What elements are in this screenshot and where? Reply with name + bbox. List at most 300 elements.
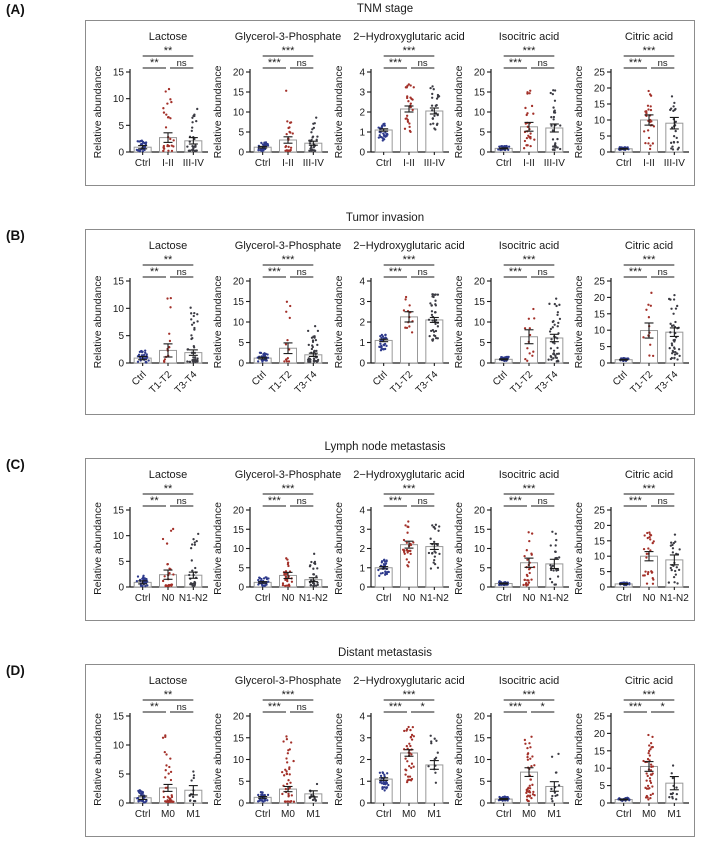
data-point (408, 122, 410, 124)
x-category-label: Ctrl (615, 809, 632, 820)
data-point (530, 554, 532, 556)
data-point (435, 124, 437, 126)
data-point (674, 353, 676, 355)
data-point (501, 145, 503, 147)
x-category-label: T3-T4 (533, 369, 561, 396)
data-point (186, 360, 188, 362)
data-point (168, 801, 170, 803)
data-point (192, 770, 194, 772)
data-point (293, 801, 295, 803)
data-point (379, 572, 381, 574)
x-category-label: N0 (642, 593, 656, 604)
data-point (528, 742, 530, 744)
y-tick-label: 20 (473, 67, 485, 79)
data-point (554, 89, 556, 91)
y-tick-label: 5 (118, 556, 124, 568)
data-point (286, 584, 288, 586)
data-point (194, 352, 196, 354)
data-point (431, 93, 433, 95)
data-point (266, 576, 268, 578)
y-tick-label: 5 (479, 776, 485, 788)
sig-label: *** (281, 483, 295, 495)
data-point (434, 323, 436, 325)
y-tick-label: 10 (112, 94, 124, 106)
data-point (551, 581, 553, 583)
data-point (311, 128, 313, 130)
y-tick-label: 15 (233, 524, 245, 536)
data-point (645, 556, 647, 558)
data-point (529, 778, 531, 780)
data-point (193, 359, 195, 361)
panel-letter: (A) (6, 2, 25, 17)
data-point (650, 95, 652, 97)
data-point (551, 756, 553, 758)
data-point (642, 336, 644, 338)
subplot-lactose (90, 464, 209, 613)
y-tick-label: 10 (233, 317, 245, 329)
data-point (172, 145, 174, 147)
data-point (552, 106, 554, 108)
data-point (526, 759, 528, 761)
data-point (285, 358, 287, 360)
x-category-label: Ctrl (615, 593, 632, 604)
data-point (380, 561, 382, 563)
data-point (670, 545, 672, 547)
data-point (168, 572, 170, 574)
data-point (191, 569, 193, 571)
subplot-2−hydroxyglutaric-acid (331, 670, 465, 829)
data-point (286, 761, 288, 763)
data-point (315, 575, 317, 577)
data-point (526, 137, 528, 139)
sig-label: ns (417, 496, 428, 507)
y-tick-label: 1 (358, 776, 365, 788)
data-point (141, 790, 143, 792)
data-point (433, 541, 435, 543)
data-point (672, 313, 674, 315)
data-point (196, 313, 198, 315)
data-point (555, 539, 557, 541)
data-point (196, 357, 198, 359)
data-point (289, 305, 291, 307)
y-tick-label: 0 (599, 147, 605, 159)
data-point (527, 531, 529, 533)
data-point (497, 148, 499, 150)
y-tick-label: 5 (479, 127, 485, 139)
y-tick-label: 15 (593, 99, 605, 111)
data-point (431, 319, 433, 321)
x-category-label: T1-T2 (628, 369, 656, 396)
x-category-label: Ctrl (375, 593, 391, 604)
subplot-title: Citric acid (624, 469, 674, 481)
data-point (379, 349, 381, 351)
y-tick-label: 10 (473, 755, 485, 766)
data-point (646, 582, 648, 584)
x-category-label: Ctrl (255, 593, 271, 604)
data-point (558, 556, 560, 558)
data-point (550, 125, 552, 127)
x-category-label: T3-T4 (413, 369, 440, 396)
data-point (378, 134, 380, 136)
data-point (281, 771, 283, 773)
data-point (557, 569, 559, 571)
data-point (260, 142, 262, 144)
x-category-label: T3-T4 (172, 369, 200, 396)
data-point (408, 743, 410, 745)
data-point (286, 301, 288, 303)
y-tick-label: 2 (358, 317, 365, 329)
data-point (263, 353, 265, 355)
data-point (380, 136, 382, 138)
data-point (169, 138, 171, 140)
data-point (505, 356, 507, 358)
x-category-label: I-II (162, 158, 174, 169)
data-point (289, 122, 291, 124)
data-point (433, 127, 435, 129)
y-tick-label: 0 (358, 582, 365, 594)
data-point (409, 553, 411, 555)
data-point (647, 752, 649, 754)
data-point (676, 793, 678, 795)
data-point (529, 90, 531, 92)
x-category-label: III-IV (182, 158, 204, 169)
y-tick-label: 4 (358, 67, 365, 79)
data-point (257, 360, 259, 362)
x-category-label: III-IV (663, 158, 685, 169)
data-point (409, 102, 411, 104)
data-point (167, 796, 169, 798)
data-point (647, 90, 649, 92)
x-category-label: T1-T2 (387, 369, 415, 396)
data-point (193, 315, 195, 317)
data-point (385, 781, 387, 783)
data-point (674, 321, 676, 323)
panel-A (0, 3, 709, 186)
data-point (259, 577, 261, 579)
x-category-label: M1 (186, 809, 201, 820)
data-point (673, 298, 675, 300)
data-point (673, 294, 675, 296)
data-point (650, 109, 652, 111)
data-point (313, 146, 315, 148)
data-point (554, 544, 556, 546)
data-point (669, 347, 671, 349)
data-point (551, 326, 553, 328)
data-point (312, 799, 314, 801)
data-point (260, 352, 262, 354)
sig-label: ns (657, 496, 668, 507)
data-point (500, 356, 502, 358)
data-point (676, 137, 678, 139)
data-point (524, 327, 526, 329)
data-point (432, 562, 434, 564)
panel-box (85, 458, 695, 621)
x-category-label: T3-T4 (293, 369, 320, 396)
data-point (410, 331, 412, 333)
data-point (673, 102, 675, 104)
y-tick-label: 0 (238, 147, 245, 159)
data-point (650, 794, 652, 796)
sig-label: *** (388, 266, 402, 278)
data-point (287, 752, 289, 754)
data-point (192, 149, 194, 151)
x-category-label: I-II (282, 158, 295, 169)
data-point (190, 547, 192, 549)
data-point (556, 347, 558, 349)
data-point (410, 763, 412, 765)
data-point (673, 576, 675, 578)
data-point (265, 144, 267, 146)
data-point (642, 760, 644, 762)
data-point (401, 549, 403, 551)
x-category-label: Ctrl (495, 593, 512, 604)
data-point (193, 115, 195, 117)
data-point (533, 794, 535, 796)
data-point (310, 584, 312, 586)
data-point (530, 578, 532, 580)
data-point (165, 753, 167, 755)
data-point (647, 798, 649, 800)
data-point (291, 581, 293, 583)
data-point (162, 150, 164, 152)
y-axis-label: Relative abundance (573, 65, 585, 159)
sig-label: *** (268, 266, 282, 278)
data-point (429, 567, 431, 569)
subplot-glycerol-3-phosphate (210, 670, 342, 829)
subplot-citric-acid (571, 26, 690, 178)
data-point (528, 92, 530, 94)
data-point (434, 524, 436, 526)
data-point (170, 779, 172, 781)
data-point (410, 734, 412, 736)
data-point (554, 583, 556, 585)
data-point (554, 533, 556, 535)
mean-bar (641, 766, 658, 803)
data-point (673, 348, 675, 350)
data-point (550, 359, 552, 361)
panel-title: TNM stage (356, 3, 414, 15)
data-point (288, 146, 290, 148)
panel-header (0, 212, 709, 243)
y-tick-label: 15 (112, 276, 124, 288)
y-tick-label: 25 (593, 67, 605, 79)
data-point (644, 570, 646, 572)
y-tick-label: 1 (358, 127, 365, 139)
data-point (648, 744, 650, 746)
data-point (651, 572, 653, 574)
data-point (671, 95, 673, 97)
data-point (312, 341, 314, 343)
data-point (405, 729, 407, 731)
data-point (430, 314, 432, 316)
data-point (145, 361, 147, 363)
data-point (189, 150, 191, 152)
data-point (550, 328, 552, 330)
y-axis-label: Relative abundance (212, 502, 225, 595)
data-point (645, 309, 647, 311)
data-point (164, 736, 166, 738)
y-tick-label: 0 (479, 582, 485, 594)
data-point (650, 742, 652, 744)
data-point (409, 543, 411, 545)
data-point (140, 350, 142, 352)
data-point (289, 773, 291, 775)
data-point (529, 145, 531, 147)
data-point (166, 563, 168, 565)
data-point (673, 340, 675, 342)
y-tick-label: 15 (593, 309, 605, 321)
x-category-label: N0 (161, 593, 175, 604)
x-category-label: N1-N2 (419, 593, 449, 604)
data-point (647, 571, 649, 573)
data-point (557, 322, 559, 324)
sig-label: ns (296, 267, 307, 278)
data-point (167, 144, 169, 146)
data-point (286, 757, 288, 759)
y-tick-label: 2 (358, 755, 365, 766)
data-point (675, 121, 677, 123)
y-tick-label: 5 (238, 776, 245, 788)
data-point (669, 331, 671, 333)
data-point (645, 110, 647, 112)
data-point (650, 763, 652, 765)
data-point (164, 800, 166, 802)
data-point (672, 777, 674, 779)
subplot-isocitric-acid (451, 235, 570, 407)
data-point (313, 562, 315, 564)
data-point (553, 116, 555, 118)
y-tick-label: 10 (593, 551, 605, 563)
x-category-label: Ctrl (134, 593, 151, 604)
data-point (308, 344, 310, 346)
x-category-label: N0 (522, 593, 536, 604)
data-point (672, 547, 674, 549)
subplot-title: Glycerol-3-Phosphate (235, 31, 342, 43)
data-point (528, 572, 530, 574)
data-point (313, 573, 315, 575)
data-point (436, 325, 438, 327)
data-point (668, 581, 670, 583)
data-point (552, 148, 554, 150)
data-point (288, 127, 290, 129)
data-point (430, 742, 432, 744)
data-point (435, 740, 437, 742)
y-tick-label: 0 (599, 582, 605, 594)
data-point (403, 128, 405, 130)
data-point (316, 361, 318, 363)
y-tick-label: 15 (233, 297, 245, 308)
data-point (307, 330, 309, 332)
data-point (550, 347, 552, 349)
data-point (286, 120, 288, 122)
data-point (435, 104, 437, 106)
data-point (555, 771, 557, 773)
y-tick-label: 0 (118, 147, 124, 159)
y-tick-label: 0 (599, 798, 605, 810)
data-point (288, 795, 290, 797)
y-tick-label: 20 (473, 276, 485, 288)
data-point (526, 91, 528, 93)
data-point (191, 324, 193, 326)
data-point (554, 551, 556, 553)
data-point (678, 355, 680, 357)
data-point (531, 755, 533, 757)
panel-letter: (C) (6, 457, 25, 472)
subplot-2−hydroxyglutaric-acid (331, 235, 465, 407)
sig-label: *** (508, 495, 522, 507)
x-category-label: Ctrl (490, 369, 510, 389)
data-point (675, 573, 677, 575)
y-axis-label: Relative abundance (452, 275, 465, 369)
data-point (383, 135, 385, 137)
data-point (678, 548, 680, 550)
data-point (189, 583, 191, 585)
y-tick-label: 10 (233, 755, 245, 766)
data-point (528, 136, 530, 138)
data-point (508, 145, 510, 147)
y-tick-label: 1 (358, 338, 365, 349)
subplot-title: Isocitric acid (498, 675, 560, 687)
data-point (287, 558, 289, 560)
y-tick-label: 15 (473, 733, 485, 745)
data-point (316, 567, 318, 569)
data-point (523, 555, 525, 557)
y-tick-label: 10 (112, 531, 124, 543)
data-point (557, 575, 559, 577)
data-point (406, 760, 408, 762)
x-category-label: Ctrl (375, 158, 391, 169)
data-point (431, 552, 433, 554)
data-point (312, 336, 314, 338)
data-point (287, 149, 289, 151)
data-point (669, 323, 671, 325)
x-category-label: Ctrl (495, 809, 512, 820)
sig-label: *** (402, 483, 415, 495)
data-point (646, 553, 648, 555)
data-point (170, 297, 172, 299)
y-tick-label: 15 (112, 67, 124, 79)
data-point (192, 146, 194, 148)
y-tick-label: 5 (479, 338, 485, 349)
data-point (404, 298, 406, 300)
data-point (409, 736, 411, 738)
x-category-label: Ctrl (134, 158, 151, 169)
data-point (315, 799, 317, 801)
data-point (431, 524, 433, 526)
x-category-label: T1-T2 (508, 369, 535, 396)
x-category-label: M1 (667, 809, 682, 820)
data-point (527, 795, 529, 797)
sig-label: *** (402, 689, 415, 701)
data-point (288, 768, 290, 770)
data-point (194, 544, 196, 546)
subplot-title: Isocitric acid (498, 469, 560, 481)
data-point (558, 784, 560, 786)
mean-bar (425, 320, 442, 363)
data-point (144, 349, 146, 351)
sig-label: ** (163, 254, 173, 266)
data-point (286, 783, 288, 785)
y-tick-label: 10 (473, 544, 485, 555)
x-category-label: T1-T2 (147, 369, 175, 396)
data-point (433, 526, 435, 528)
data-point (669, 109, 671, 111)
data-point (430, 304, 432, 306)
data-point (290, 741, 292, 743)
data-point (163, 111, 165, 113)
data-point (673, 357, 675, 359)
data-point (433, 738, 435, 740)
